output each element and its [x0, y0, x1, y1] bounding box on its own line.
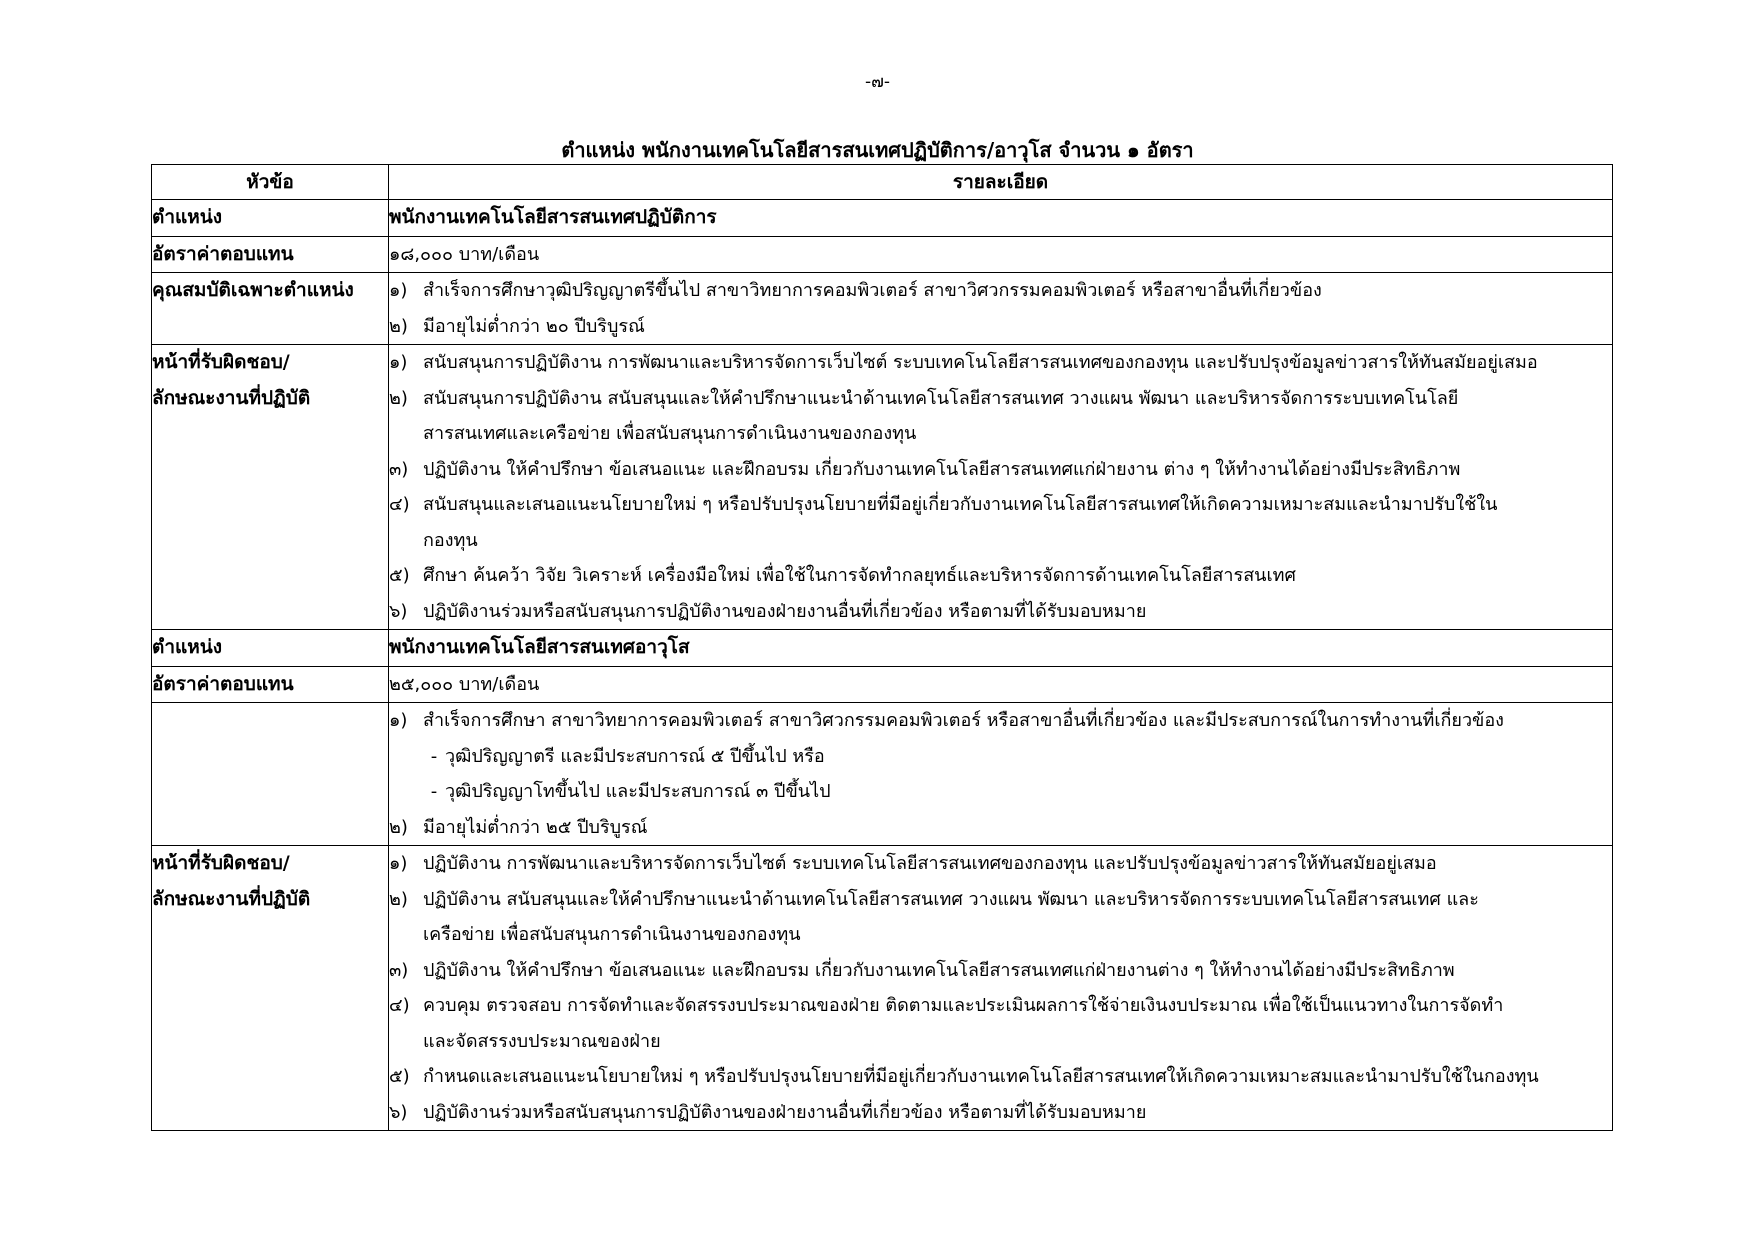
duties-label-line1: หน้าที่รับผิดชอบ/ — [152, 351, 290, 373]
sub-item-text: วุฒิปริญญาโทขึ้นไป และมีประสบการณ์ ๓ ปีขึ้นไป — [445, 781, 831, 802]
row-label — [152, 630, 389, 667]
item-text: มีอายุไม่ต่ำกว่า ๒๕ ปีบริบูรณ์ — [423, 816, 648, 838]
salary-label: อัตราค่าตอบแทน — [152, 672, 294, 695]
row-label — [152, 345, 389, 630]
item-number: ๑) — [389, 710, 408, 731]
list-item — [389, 953, 1612, 989]
list-item — [389, 810, 1612, 846]
item-text: สนับสนุนการปฏิบัติงาน สนับสนุนและให้คำปรึกษาแนะนำด้านเทคโนโลยีสารสนเทศ วางแผน พัฒนา และบริหารจัดการระบบเทคโนโลยี — [423, 387, 1459, 409]
page-number: -๗- — [864, 72, 891, 92]
job-spec-table — [151, 164, 1613, 1131]
item-text: ควบคุม ตรวจสอบ การจัดทำและจัดสรรงบประมาณของฝ่าย ติดตามและประเมินผลการใช้จ่ายเงินงบประมาณ เพื่อใช้เป็นแนวทางในการจัดทำ — [423, 995, 1504, 1016]
salary-label: อัตราค่าตอบแทน — [152, 242, 294, 265]
item-text: มีอายุไม่ต่ำกว่า ๒๐ ปีบริบูรณ์ — [423, 315, 645, 337]
item-number: ๒) — [389, 816, 408, 838]
item-number: ๑) — [389, 853, 408, 874]
item-number: ๔) — [389, 995, 410, 1016]
list-item — [389, 345, 1612, 381]
item-text: สนับสนุนการปฏิบัติงาน การพัฒนาและบริหารจัดการเว็บไซต์ ระบบเทคโนโลยีสารสนเทศของกองทุน และปรับปรุงข้อมูลข่าวสารให้ทันสมัยอยู่เสมอ — [423, 352, 1538, 373]
item-number: ๒) — [389, 888, 408, 910]
duties-list — [389, 345, 1613, 630]
row-label — [152, 200, 389, 237]
item-text: กำหนดและเสนอแนะนโยบายใหม่ ๆ หรือปรับปรุงนโยบายที่มีอยู่เกี่ยวกับงานเทคโนโลยีสารสนเทศให้เกิดความเหมาะสมและนำมาปรับใช้ในกองทุน — [423, 1066, 1539, 1087]
row-label-empty — [152, 703, 389, 846]
table-header-row — [152, 165, 1613, 200]
item-text-continued: และจัดสรรงบประมาณของฝ่าย — [423, 1030, 661, 1052]
position-value: พนักงานเทคโนโลยีสารสนเทศปฏิบัติการ — [389, 206, 717, 228]
item-number: ๒) — [389, 387, 408, 409]
table-row — [152, 703, 1613, 846]
item-text: ปฏิบัติงาน ให้คำปรึกษา ข้อเสนอแนะ และฝึกอบรม เกี่ยวกับงานเทคโนโลยีสารสนเทศแก่ฝ่ายงาน ต่าง ๆ ให้ทำงานได้อย่างมีประสิทธิภาพ — [423, 458, 1461, 480]
item-number: ๖) — [389, 600, 408, 622]
duties-label-line2: ลักษณะงานที่ปฏิบัติ — [152, 887, 311, 910]
table-row — [152, 630, 1613, 667]
qualification-list — [389, 703, 1613, 846]
qualification-list — [389, 273, 1613, 345]
item-text: ปฏิบัติงาน ให้คำปรึกษา ข้อเสนอแนะ และฝึกอบรม เกี่ยวกับงานเทคโนโลยีสารสนเทศแก่ฝ่ายงานต่าง ๆ ให้ทำงานได้อย่างมีประสิทธิภาพ — [423, 959, 1455, 981]
row-label — [152, 236, 389, 273]
list-item — [389, 846, 1612, 882]
table-row — [152, 846, 1613, 1131]
salary-value: ๑๘,๐๐๐ บาท/เดือน — [389, 243, 540, 265]
duties-label-line1: หน้าที่รับผิดชอบ/ — [152, 852, 290, 874]
row-value — [389, 630, 1613, 667]
row-label — [152, 273, 389, 345]
item-number: ๔) — [389, 494, 410, 515]
table-row — [152, 200, 1613, 237]
item-text: สนับสนุนและเสนอแนะนโยบายใหม่ ๆ หรือปรับปรุงนโยบายที่มีอยู่เกี่ยวกับงานเทคโนโลยีสารสนเทศให้เกิดความเหมาะสมและนำมาปรับใช้ใน — [423, 494, 1498, 515]
item-text: ปฏิบัติงาน สนับสนุนและให้คำปรึกษาแนะนำด้านเทคโนโลยีสารสนเทศ วางแผน พัฒนา และบริหารจัดการระบบเทคโนโลยีสารสนเทศ และ — [423, 888, 1479, 910]
row-label — [152, 666, 389, 703]
table-row — [152, 345, 1613, 630]
item-text: ศึกษา ค้นคว้า วิจัย วิเคราะห์ เครื่องมือใหม่ เพื่อใช้ในการจัดทำกลยุทธ์และบริหารจัดการด้านเทคโนโลยีสารสนเทศ — [423, 565, 1296, 586]
list-item — [389, 882, 1612, 953]
item-number: ๖) — [389, 1101, 408, 1123]
item-text: ปฏิบัติงานร่วมหรือสนับสนุนการปฏิบัติงานของฝ่ายงานอื่นที่เกี่ยวข้อง หรือตามที่ได้รับมอบหมาย — [423, 1101, 1147, 1123]
list-item — [389, 487, 1612, 558]
table-row — [152, 236, 1613, 273]
item-text-continued: เครือข่าย เพื่อสนับสนุนการดำเนินงานของกองทุน — [423, 924, 801, 945]
duties-list — [389, 846, 1613, 1131]
item-text-continued: สารสนเทศและเครือข่าย เพื่อสนับสนุนการดำเนินงานของกองทุน — [423, 423, 917, 444]
table-row — [152, 273, 1613, 345]
list-item — [389, 1059, 1612, 1095]
list-item — [389, 703, 1612, 739]
item-number: ๑) — [389, 280, 408, 301]
dash-bullet: - — [430, 745, 438, 767]
item-text: ปฏิบัติงาน การพัฒนาและบริหารจัดการเว็บไซต์ ระบบเทคโนโลยีสารสนเทศของกองทุน และปรับปรุงข้อมูลข่าวสารให้ทันสมัยอยู่เสมอ — [423, 853, 1437, 874]
salary-value: ๒๕,๐๐๐ บาท/เดือน — [389, 673, 540, 695]
duties-label-line2: ลักษณะงานที่ปฏิบัติ — [152, 386, 311, 409]
header-detail: รายละเอียด — [389, 165, 1613, 200]
item-number: ๓) — [389, 959, 409, 981]
sub-item — [389, 739, 1612, 775]
row-value — [389, 236, 1613, 273]
table-row — [152, 666, 1613, 703]
item-text: สำเร็จการศึกษา สาขาวิทยาการคอมพิวเตอร์ สาขาวิศวกรรมคอมพิวเตอร์ หรือสาขาอื่นที่เกี่ยวข้อง และมีประสบการณ์ในการทำงานที่เกี่ยวข้อง — [423, 710, 1504, 731]
position-label: ตำแหน่ง — [152, 206, 223, 228]
item-text: สำเร็จการศึกษาวุฒิปริญญาตรีขึ้นไป สาขาวิทยาการคอมพิวเตอร์ สาขาวิศวกรรมคอมพิวเตอร์ หรือสาขาอื่นที่เกี่ยวข้อง — [423, 280, 1322, 301]
item-number: ๒) — [389, 315, 408, 337]
item-number: ๕) — [389, 1066, 410, 1087]
item-text: ปฏิบัติงานร่วมหรือสนับสนุนการปฏิบัติงานของฝ่ายงานอื่นที่เกี่ยวข้อง หรือตามที่ได้รับมอบหมาย — [423, 600, 1147, 622]
list-item — [389, 558, 1612, 594]
qualification-label: คุณสมบัติเฉพาะตำแหน่ง — [152, 279, 354, 301]
item-number: ๑) — [389, 352, 408, 373]
list-item — [389, 452, 1612, 488]
row-label — [152, 846, 389, 1131]
item-number: ๕) — [389, 565, 410, 586]
item-number: ๓) — [389, 458, 409, 480]
position-label: ตำแหน่ง — [152, 636, 223, 658]
list-item — [389, 273, 1612, 309]
row-value — [389, 666, 1613, 703]
row-value — [389, 200, 1613, 237]
header-topic: หัวข้อ — [152, 165, 389, 200]
position-value: พนักงานเทคโนโลยีสารสนเทศอาวุโส — [389, 636, 690, 658]
list-item — [389, 594, 1612, 630]
sub-item-text: วุฒิปริญญาตรี และมีประสบการณ์ ๕ ปีขึ้นไป หรือ — [445, 745, 825, 767]
list-item — [389, 309, 1612, 345]
list-item — [389, 1095, 1612, 1131]
dash-bullet: - — [430, 781, 438, 802]
document-title: ตำแหน่ง พนักงานเทคโนโลยีสารสนเทศปฏิบัติการ/อาวุโส จำนวน ๑ อัตรา — [561, 138, 1194, 162]
list-item — [389, 988, 1612, 1059]
sub-item — [389, 774, 1612, 810]
item-text-continued: กองทุน — [423, 529, 478, 551]
list-item — [389, 381, 1612, 452]
